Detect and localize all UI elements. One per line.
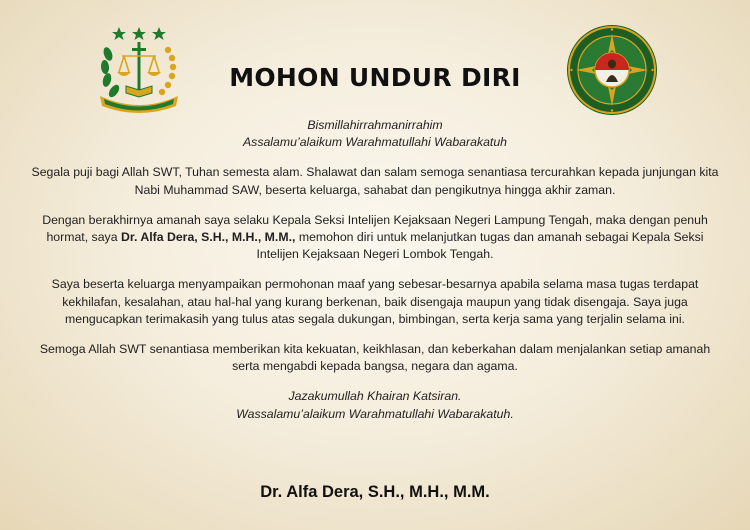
- closing-greeting: Wassalamu’alaikum Warahmatullahi Wabarakatuh.: [236, 406, 514, 421]
- opening-greeting: Assalamu’alaikum Warahmatullahi Wabarakatuh: [242, 135, 508, 150]
- paragraph-apology: Saya beserta keluarga menyampaikan permohonan maaf yang sebesar-besarnya apabila selama masa tugas terdapat kekhilafan, kesalahan, atau hal-hal yang kurang berkenan, baik disengaja maupun yang tidak disengaja. Saya juga mengucapkan terimakasih yang tulus atas segala dukungan, bimbingan, serta kerja sama yang terjalin selama ini.: [51, 277, 699, 326]
- paragraph-announcement: [30, 212, 720, 264]
- opening-line: Bismillahirrahmanirrahim: [307, 118, 443, 132]
- paragraph-prayer: Semoga Allah SWT senantiasa memberikan kita kekuatan, keikhlasan, dan keberkahan dalam menjalankan setiap amanah serta mengabdi kepada bangsa, negara dan agama.: [39, 342, 711, 374]
- letter-body: [30, 117, 720, 423]
- paragraph-announcement-end: memohon diri untuk melanjutkan tugas dan amanah sebagai Kepala Seksi Intelijen Kejaksaan Negeri Lombok Tengah.: [256, 230, 704, 262]
- signature-name: Dr. Alfa Dera, S.H., M.H., M.M.: [260, 483, 490, 501]
- paragraph-announcement-name: Dr. Alfa Dera, S.H., M.H., M.M.,: [120, 230, 296, 245]
- paragraph-announcement-start: Dengan berakhirnya amanah saya selaku Kepala Seksi Intelijen Kejaksaan Negeri Lampung Tengah, maka dengan penuh hormat, saya: [42, 212, 708, 245]
- paragraph-praise: Segala puji bagi Allah SWT, Tuhan semesta alam. Shalawat dan salam semoga senantiasa tercurahkan kepada junjungan kita Nabi Muhammad SAW, beserta keluarga, sahabat dan pengikutnya hingga akhir zaman.: [31, 165, 719, 197]
- page-title: MOHON UNDUR DIRI: [229, 63, 521, 92]
- closing-thanks: Jazakumullah Khairan Katsiran.: [288, 389, 462, 404]
